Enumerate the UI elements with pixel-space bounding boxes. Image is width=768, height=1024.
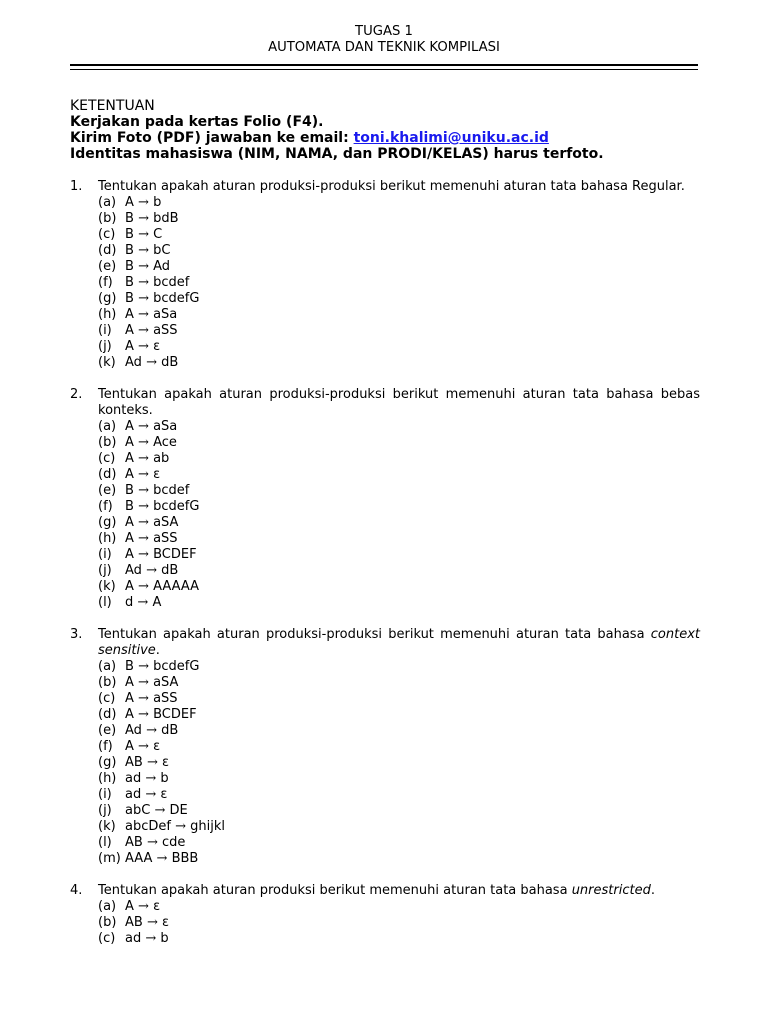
item-label: (c)	[98, 227, 116, 242]
production-rhs: dB	[161, 563, 179, 578]
arrow-icon: →	[138, 707, 149, 722]
arrow-icon: →	[138, 339, 149, 354]
arrow-icon: →	[154, 803, 166, 818]
production-lhs: AB	[125, 755, 143, 770]
rules-line-identity: Identitas mahasiswa (NIM, NAMA, dan PRODI/KELAS) harus terfoto.	[70, 146, 604, 162]
production-rhs: BBB	[171, 851, 199, 866]
production-rhs: Ad	[153, 259, 171, 274]
production-rhs: C	[153, 227, 163, 242]
production-item	[98, 419, 700, 435]
question-text	[98, 627, 700, 659]
production-rhs: b	[160, 931, 169, 946]
question-text-suffix: .	[155, 643, 160, 658]
arrow-icon: →	[175, 819, 186, 834]
production-lhs: A	[125, 435, 134, 450]
question-2	[70, 387, 700, 611]
production-item	[98, 483, 700, 499]
item-label: (m)	[98, 851, 121, 866]
production-rhs: aSS	[153, 691, 178, 706]
question-text-prefix: Tentukan apakah aturan produksi-produksi berikut memenuhi aturan tata bahasa	[98, 627, 651, 642]
arrow-icon: →	[138, 419, 149, 434]
production-rhs: ghijkl	[190, 819, 225, 834]
item-label: (l)	[98, 595, 112, 610]
arrow-icon: →	[138, 691, 149, 706]
production-item	[98, 915, 700, 931]
production-rhs: aSS	[153, 531, 178, 546]
arrow-icon: →	[146, 723, 157, 738]
arrow-icon: →	[138, 259, 149, 274]
arrow-icon: →	[146, 915, 158, 930]
production-rhs: ε	[162, 755, 170, 770]
question-number: 3.	[70, 627, 83, 642]
production-lhs: A	[125, 691, 134, 706]
rules-section	[70, 98, 700, 162]
production-rhs: ε	[162, 915, 170, 930]
production-rhs: ε	[153, 899, 161, 914]
arrow-icon: →	[138, 499, 149, 514]
production-lhs: A	[125, 899, 134, 914]
header-subtitle: AUTOMATA DAN TEKNIK KOMPILASI	[268, 40, 500, 55]
production-item	[98, 339, 700, 355]
arrow-icon: →	[138, 467, 149, 482]
production-rhs: ε	[153, 339, 161, 354]
production-item	[98, 691, 700, 707]
production-lhs: Ad	[125, 563, 142, 578]
production-lhs: A	[125, 531, 134, 546]
item-label: (i)	[98, 547, 112, 562]
production-rhs: dB	[161, 723, 179, 738]
item-label: (a)	[98, 419, 117, 434]
production-rhs: b	[153, 195, 162, 210]
item-label: (j)	[98, 339, 112, 354]
production-item	[98, 707, 700, 723]
production-list	[98, 659, 700, 867]
production-lhs: B	[125, 227, 134, 242]
production-rhs: aSa	[153, 419, 178, 434]
production-rhs: bcdefG	[153, 659, 200, 674]
production-lhs: abcDef	[125, 819, 171, 834]
item-label: (a)	[98, 899, 117, 914]
production-lhs: A	[125, 195, 134, 210]
arrow-icon: →	[138, 275, 149, 290]
question-number: 1.	[70, 179, 83, 194]
production-item	[98, 451, 700, 467]
item-label: (k)	[98, 355, 116, 370]
item-label: (b)	[98, 435, 117, 450]
arrow-icon: →	[138, 483, 149, 498]
item-label: (e)	[98, 723, 117, 738]
item-label: (f)	[98, 499, 113, 514]
header-title: TUGAS 1	[355, 24, 413, 39]
arrow-icon: →	[138, 531, 149, 546]
item-label: (j)	[98, 803, 112, 818]
arrow-icon: →	[146, 755, 158, 770]
production-lhs: ad	[125, 931, 142, 946]
production-lhs: A	[125, 419, 134, 434]
item-label: (a)	[98, 659, 117, 674]
production-item	[98, 595, 700, 611]
production-item	[98, 723, 700, 739]
production-lhs: A	[125, 739, 134, 754]
question-text-term: unrestricted	[571, 883, 651, 898]
production-item	[98, 547, 700, 563]
production-rhs: A	[152, 595, 162, 610]
production-item	[98, 771, 700, 787]
production-lhs: d	[125, 595, 134, 610]
production-rhs: bcdef	[153, 483, 190, 498]
item-label: (l)	[98, 835, 112, 850]
production-item	[98, 819, 700, 835]
item-label: (c)	[98, 451, 116, 466]
production-item	[98, 195, 700, 211]
item-label: (d)	[98, 707, 117, 722]
production-item	[98, 259, 700, 275]
production-lhs: A	[125, 307, 134, 322]
arrow-icon: →	[138, 291, 149, 306]
production-rhs: DE	[169, 803, 188, 818]
production-rhs: bcdef	[153, 275, 190, 290]
arrow-icon: →	[138, 899, 149, 914]
production-item	[98, 899, 700, 915]
arrow-icon: →	[138, 659, 149, 674]
arrow-icon: →	[138, 243, 149, 258]
production-rhs: aSA	[153, 515, 179, 530]
question-text-suffix: .	[650, 883, 655, 898]
item-label: (i)	[98, 787, 112, 802]
item-label: (j)	[98, 563, 112, 578]
arrow-icon: →	[138, 195, 149, 210]
production-item	[98, 755, 700, 771]
question-text-prefix: Tentukan apakah aturan produksi berikut memenuhi aturan tata bahasa	[98, 883, 572, 898]
item-label: (k)	[98, 819, 116, 834]
production-item	[98, 803, 700, 819]
production-rhs: ε	[160, 787, 168, 802]
arrow-icon: →	[138, 515, 149, 530]
item-label: (g)	[98, 755, 117, 770]
item-label: (f)	[98, 739, 113, 754]
question-number: 4.	[70, 883, 83, 898]
item-label: (h)	[98, 531, 117, 546]
production-item	[98, 499, 700, 515]
production-list	[98, 195, 700, 371]
arrow-icon: →	[146, 563, 157, 578]
question-text: Tentukan apakah aturan produksi-produksi berikut memenuhi aturan tata bahasa bebas konteks.	[98, 387, 700, 418]
production-lhs: B	[125, 499, 134, 514]
production-item	[98, 675, 700, 691]
item-label: (c)	[98, 691, 116, 706]
item-label: (b)	[98, 915, 117, 930]
item-label: (i)	[98, 323, 112, 338]
arrow-icon: →	[138, 451, 149, 466]
production-item	[98, 579, 700, 595]
production-rhs: bdB	[153, 211, 179, 226]
production-lhs: AB	[125, 915, 143, 930]
production-item	[98, 355, 700, 371]
arrow-icon: →	[145, 771, 157, 786]
production-lhs: B	[125, 483, 134, 498]
arrow-icon: →	[146, 355, 157, 370]
production-lhs: B	[125, 259, 134, 274]
production-item	[98, 787, 700, 803]
document-header	[70, 24, 698, 56]
item-label: (k)	[98, 579, 116, 594]
production-item	[98, 563, 700, 579]
production-rhs: ab	[153, 451, 170, 466]
item-label: (d)	[98, 243, 117, 258]
question-number: 2.	[70, 387, 83, 402]
production-rhs: dB	[161, 355, 179, 370]
production-item	[98, 307, 700, 323]
production-item	[98, 211, 700, 227]
production-lhs: A	[125, 451, 134, 466]
production-rhs: ε	[153, 467, 161, 482]
item-label: (b)	[98, 211, 117, 226]
production-lhs: A	[125, 515, 134, 530]
production-item	[98, 275, 700, 291]
item-label: (d)	[98, 467, 117, 482]
item-label: (g)	[98, 515, 117, 530]
production-rhs: ε	[153, 739, 161, 754]
production-lhs: Ad	[125, 723, 142, 738]
production-rhs: aSA	[153, 675, 179, 690]
production-item	[98, 835, 700, 851]
production-item	[98, 515, 700, 531]
arrow-icon: →	[138, 579, 149, 594]
production-list	[98, 899, 700, 947]
question-3	[70, 627, 700, 867]
production-lhs: AB	[125, 835, 143, 850]
arrow-icon: →	[145, 787, 157, 802]
production-rhs: AAAAA	[153, 579, 200, 594]
arrow-icon: →	[138, 307, 149, 322]
arrow-icon: →	[145, 931, 157, 946]
rules-line-paper: Kerjakan pada kertas Folio (F4).	[70, 114, 324, 130]
item-label: (h)	[98, 771, 117, 786]
production-lhs: A	[125, 547, 134, 562]
production-rhs: BCDEF	[153, 707, 197, 722]
header-rule-thick	[70, 64, 698, 66]
item-label: (a)	[98, 195, 117, 210]
arrow-icon: →	[138, 211, 149, 226]
production-rhs: aSa	[153, 307, 178, 322]
question-4	[70, 883, 700, 947]
production-lhs: AAA	[125, 851, 153, 866]
item-label: (c)	[98, 931, 116, 946]
question-text: Tentukan apakah aturan produksi-produksi berikut memenuhi aturan tata bahasa Regular.	[98, 179, 685, 194]
rules-title: KETENTUAN	[70, 98, 155, 114]
production-lhs: ad	[125, 787, 142, 802]
item-label: (b)	[98, 675, 117, 690]
production-item	[98, 531, 700, 547]
question-text	[98, 883, 700, 899]
production-lhs: A	[125, 467, 134, 482]
arrow-icon: →	[146, 835, 158, 850]
production-rhs: bcdefG	[153, 499, 200, 514]
production-lhs: B	[125, 275, 134, 290]
production-item	[98, 851, 700, 867]
production-lhs: ad	[125, 771, 142, 786]
production-rhs: bC	[153, 243, 171, 258]
production-item	[98, 931, 700, 947]
arrow-icon: →	[138, 435, 149, 450]
production-rhs: bcdefG	[153, 291, 200, 306]
production-lhs: A	[125, 579, 134, 594]
production-lhs: abC	[125, 803, 151, 818]
question-1	[70, 179, 700, 371]
production-item	[98, 227, 700, 243]
production-lhs: B	[125, 659, 134, 674]
production-item	[98, 467, 700, 483]
production-item	[98, 659, 700, 675]
arrow-icon: →	[138, 547, 149, 562]
item-label: (h)	[98, 307, 117, 322]
production-item	[98, 739, 700, 755]
production-lhs: A	[125, 323, 134, 338]
header-rule-thin	[70, 69, 698, 70]
item-label: (g)	[98, 291, 117, 306]
production-item	[98, 291, 700, 307]
production-item	[98, 435, 700, 451]
production-list	[98, 419, 700, 611]
arrow-icon: →	[138, 323, 149, 338]
item-label: (e)	[98, 259, 117, 274]
production-item	[98, 323, 700, 339]
production-item	[98, 243, 700, 259]
arrow-icon: →	[156, 851, 168, 866]
production-rhs: b	[160, 771, 169, 786]
production-rhs: cde	[162, 835, 186, 850]
item-label: (f)	[98, 275, 113, 290]
production-lhs: A	[125, 675, 134, 690]
production-lhs: A	[125, 339, 134, 354]
question-text-term: context sensitive	[98, 627, 700, 658]
arrow-icon: →	[138, 227, 149, 242]
production-lhs: A	[125, 707, 134, 722]
rules-email-prefix: Kirim Foto (PDF) jawaban ke email:	[70, 130, 354, 146]
rules-line-email	[70, 130, 700, 146]
arrow-icon: →	[138, 739, 149, 754]
production-rhs: aSS	[153, 323, 178, 338]
production-lhs: B	[125, 291, 134, 306]
email-link[interactable]: toni.khalimi@uniku.ac.id	[353, 130, 549, 146]
production-rhs: Ace	[153, 435, 177, 450]
production-rhs: BCDEF	[153, 547, 197, 562]
item-label: (e)	[98, 483, 117, 498]
arrow-icon: →	[138, 675, 149, 690]
production-lhs: Ad	[125, 355, 142, 370]
production-lhs: B	[125, 243, 134, 258]
production-lhs: B	[125, 211, 134, 226]
arrow-icon: →	[137, 595, 149, 610]
